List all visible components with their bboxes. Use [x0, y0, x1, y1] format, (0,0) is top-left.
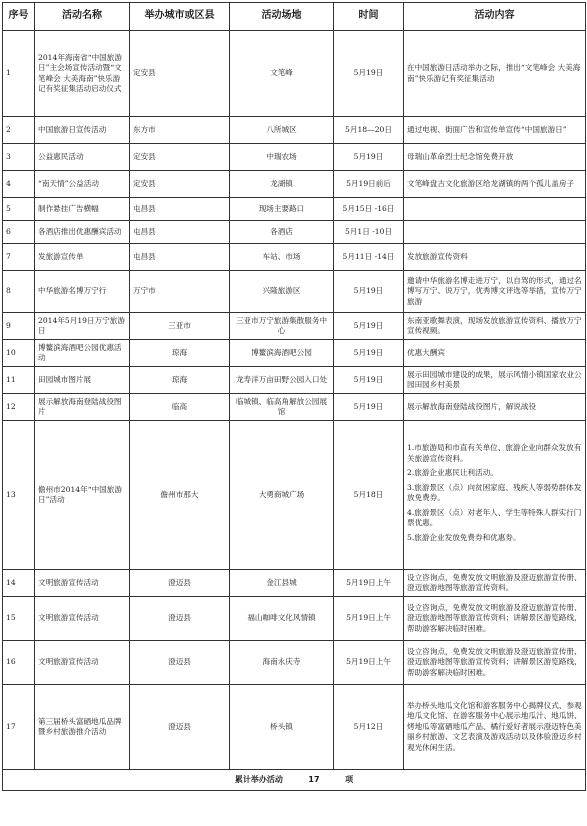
cell-venue: 车站、市场	[230, 244, 334, 271]
cell-name: 发旅游宣传单	[35, 244, 130, 271]
table-row	[3, 394, 586, 421]
table-footer-row	[3, 770, 586, 791]
footer-cell	[3, 770, 586, 791]
cell-time: 5月19日	[334, 144, 404, 171]
table-row	[3, 31, 586, 117]
footer-unit: 项	[345, 774, 354, 784]
cell-city: 儋州市那大	[130, 421, 230, 570]
table-row	[3, 340, 586, 367]
cell-time: 5月19日	[334, 271, 404, 313]
cell-content: 设立咨询点，免费发放文明旅游及澄迈旅游宣传册、澄迈旅游地图等旅游宣传资料；讲解景区游览路线，帮助游客解决临时困难。	[404, 597, 586, 641]
cell-city: 澄迈县	[130, 685, 230, 770]
cell-content: 邀请中华旅游名博走进万宁，以自驾的形式，通过名博写万宁、说万宁，优秀博文评选等举措，宣传万宁旅游	[404, 271, 586, 313]
cell-name: “南天情”公益活动	[35, 171, 130, 198]
cell-content: 母瑞山革命烈士纪念馆免费开放	[404, 144, 586, 171]
cell-time: 5月19日上午	[334, 597, 404, 641]
cell-no: 16	[3, 641, 35, 685]
cell-content	[404, 421, 586, 570]
content-line: 2.旅游企业惠民让利活动。	[407, 468, 498, 477]
cell-no: 7	[3, 244, 35, 271]
cell-city: 澄迈县	[130, 597, 230, 641]
table-row	[3, 597, 586, 641]
cell-no: 11	[3, 367, 35, 394]
cell-city: 定安县	[130, 31, 230, 117]
cell-no: 5	[3, 198, 35, 221]
cell-venue: 中瑞农场	[230, 144, 334, 171]
table-row	[3, 367, 586, 394]
cell-name: 2014年5月19日万宁旅游日	[35, 313, 130, 340]
cell-city: 澄迈县	[130, 641, 230, 685]
cell-content: 优惠大酬宾	[404, 340, 586, 367]
cell-time: 5月18日	[334, 421, 404, 570]
cell-content: 发放旅游宣传资料	[404, 244, 586, 271]
cell-venue: 海南永庆寺	[230, 641, 334, 685]
cell-city: 三亚市	[130, 313, 230, 340]
cell-city: 东方市	[130, 117, 230, 144]
cell-no: 14	[3, 570, 35, 597]
cell-name: 文明旅游宣传活动	[35, 597, 130, 641]
cell-time: 5月19日	[334, 394, 404, 421]
cell-name: 制作悬挂广告横幅	[35, 198, 130, 221]
cell-venue: 三亚市万宁旅游集散服务中心	[230, 313, 334, 340]
cell-city: 万宁市	[130, 271, 230, 313]
cell-venue: 金江县城	[230, 570, 334, 597]
table-row	[3, 271, 586, 313]
header-content: 活动内容	[404, 3, 586, 31]
cell-city: 屯昌县	[130, 221, 230, 244]
cell-no: 3	[3, 144, 35, 171]
cell-time: 5月19日上午	[334, 570, 404, 597]
cell-name: 博鳌滨海酒吧公园优惠活动	[35, 340, 130, 367]
cell-time: 5月19日	[334, 367, 404, 394]
cell-name: 展示解放海南登陆战役图片	[35, 394, 130, 421]
cell-no: 6	[3, 221, 35, 244]
header-city: 举办城市或区县	[130, 3, 230, 31]
footer-count: 17	[308, 774, 320, 784]
cell-no: 2	[3, 117, 35, 144]
cell-no: 8	[3, 271, 35, 313]
cell-content: 文笔峰盘古文化旅游区给龙湖镇的两个孤儿盖房子	[404, 171, 586, 198]
cell-name: 田园城市图片展	[35, 367, 130, 394]
cell-venue: 各酒店	[230, 221, 334, 244]
cell-time: 5月19日前后	[334, 171, 404, 198]
cell-city: 定安县	[130, 171, 230, 198]
cell-content	[404, 198, 586, 221]
cell-city: 屯昌县	[130, 244, 230, 271]
table-row	[3, 421, 586, 570]
cell-time: 5月15日 -16日	[334, 198, 404, 221]
cell-content: 展示解放海南登陆战役图片，解说战役	[404, 394, 586, 421]
content-line: 1.市旅游局和市直有关单位、旅游企业向群众发放有关旅游宣传资料。	[407, 443, 582, 463]
cell-venue: 临城镇、临高角解放公园展馆	[230, 394, 334, 421]
cell-no: 10	[3, 340, 35, 367]
header-venue: 活动场地	[230, 3, 334, 31]
table-row	[3, 244, 586, 271]
cell-content: 设立咨询点，免费发放文明旅游及澄迈旅游宣传册、澄迈旅游地图等旅游宣传资料。	[404, 570, 586, 597]
header-name: 活动名称	[35, 3, 130, 31]
cell-content: 在中国旅游日活动举办之际，推出“文笔峰会 大美海南”快乐游记有奖征集活动	[404, 31, 586, 117]
cell-city: 临高	[130, 394, 230, 421]
cell-name: 2014年海南省“中国旅游日”主会场宣传活动暨“文笔峰会 大美海南”快乐游记有奖征集活动启动仪式	[35, 31, 130, 117]
cell-time: 5月18—20日	[334, 117, 404, 144]
cell-content: 举办桥头地瓜文化馆和游客服务中心揭牌仪式、参观地瓜文化馆、在游客服务中心展示地瓜汁、地瓜饼、烤地瓜等富硒地瓜产品、橘行爱好者展示澄迈特色美丽乡村旅游、文艺表演及游戏活动以及体验澄迈乡村观光休闲生活。	[404, 685, 586, 770]
cell-time: 5月19日	[334, 31, 404, 117]
cell-time: 5月1日 -10日	[334, 221, 404, 244]
table-body	[3, 31, 586, 770]
cell-no: 4	[3, 171, 35, 198]
cell-venue: 博鳌滨海酒吧公园	[230, 340, 334, 367]
cell-no: 17	[3, 685, 35, 770]
cell-name: 文明旅游宣传活动	[35, 641, 130, 685]
table-header-row	[3, 3, 586, 31]
cell-content: 设立咨询点，免费发放文明旅游及澄迈旅游宣传册、澄迈旅游地图等旅游宣传资料；讲解景区游览路线，帮助游客解决临时困难。	[404, 641, 586, 685]
content-line: 3.旅游景区（点）向贫困家庭、残疾人等弱势群体发放免费券。	[407, 482, 582, 502]
cell-venue: 兴隆旅游区	[230, 271, 334, 313]
table-row	[3, 198, 586, 221]
cell-name: 第三届桥头富硒地瓜品牌暨乡村旅游推介活动	[35, 685, 130, 770]
cell-venue: 龙湖镇	[230, 171, 334, 198]
cell-name: 文明旅游宣传活动	[35, 570, 130, 597]
cell-time: 5月19日	[334, 340, 404, 367]
cell-city: 琼海	[130, 340, 230, 367]
content-line: 4.旅游景区（点）对老年人、学生等特殊人群实行门票优惠。	[407, 507, 582, 527]
cell-no: 13	[3, 421, 35, 570]
cell-venue: 龙寿洋万亩田野公园入口处	[230, 367, 334, 394]
cell-time: 5月19日上午	[334, 641, 404, 685]
cell-city: 澄迈县	[130, 570, 230, 597]
cell-venue: 现场主要路口	[230, 198, 334, 221]
footer-label: 累计举办活动	[234, 774, 283, 784]
cell-name: 中华旅游名博万宁行	[35, 271, 130, 313]
table-row	[3, 313, 586, 340]
table-row	[3, 221, 586, 244]
cell-no: 12	[3, 394, 35, 421]
cell-venue: 福山咖啡文化风情镇	[230, 597, 334, 641]
cell-no: 9	[3, 313, 35, 340]
cell-venue: 桥头镇	[230, 685, 334, 770]
activity-table	[2, 2, 586, 791]
cell-name: 公益惠民活动	[35, 144, 130, 171]
cell-city: 屯昌县	[130, 198, 230, 221]
table-row	[3, 144, 586, 171]
cell-name: 各酒店推出优惠酬宾活动	[35, 221, 130, 244]
cell-content	[404, 221, 586, 244]
cell-city: 琼海	[130, 367, 230, 394]
cell-venue: 大勇商城广场	[230, 421, 334, 570]
cell-no: 1	[3, 31, 35, 117]
cell-time: 5月12日	[334, 685, 404, 770]
cell-name: 中国旅游日宣传活动	[35, 117, 130, 144]
table-row	[3, 570, 586, 597]
table-row	[3, 641, 586, 685]
cell-time: 5月11日 -14日	[334, 244, 404, 271]
cell-venue: 八所城区	[230, 117, 334, 144]
cell-content: 展示田园城市建设的成果，展示风情小镇国家农业公园田园乡村美景	[404, 367, 586, 394]
content-line: 5.旅游企业发放免费券和优惠券。	[407, 532, 521, 542]
cell-content: 东南亚歌舞表演，现场发放旅游宣传资料、播放万宁宣传视频。	[404, 313, 586, 340]
cell-name: 儋州市2014年“中国旅游日”活动	[35, 421, 130, 570]
cell-time: 5月19日	[334, 313, 404, 340]
header-no: 序号	[3, 3, 35, 31]
table-row	[3, 685, 586, 770]
cell-venue: 文笔峰	[230, 31, 334, 117]
header-time: 时间	[334, 3, 404, 31]
cell-content: 通过电视、街面广告和宣传单宣传“中国旅游日”	[404, 117, 586, 144]
cell-no: 15	[3, 597, 35, 641]
cell-city: 定安县	[130, 144, 230, 171]
table-row	[3, 171, 586, 198]
table-row	[3, 117, 586, 144]
